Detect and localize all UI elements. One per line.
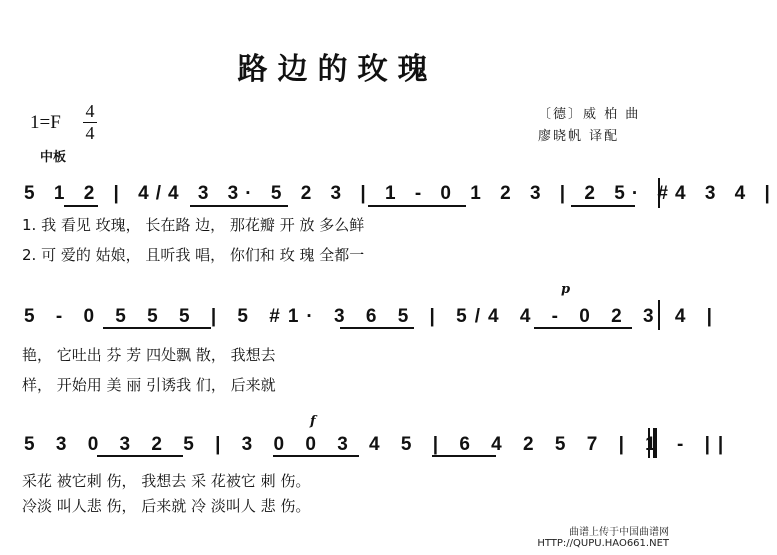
arranger-credit: 廖晓帆 译配 — [538, 129, 620, 144]
system-1-verse-1: 1. 我 看见 玫瑰， 长在路 边， 那花瓣 开 放 多么鲜 — [22, 216, 365, 234]
system-2-verse-2: 样， 开始用 美 丽 引诱我 们， 后来就 — [22, 376, 276, 394]
beam — [432, 455, 496, 457]
time-signature-top: 4 — [85, 101, 95, 121]
beam — [103, 327, 211, 329]
final-barline-thick — [653, 428, 657, 458]
beam — [190, 205, 288, 207]
watermark-line-2: HTTP://QUPU.HAO661.NET — [537, 538, 669, 549]
dynamic-marking: p — [561, 282, 571, 297]
system-2-notes: 5 - 0 5 5 5 | 5 #1· 3 6 5 | 5/4 4 - 0 2 3 4 | — [24, 306, 720, 327]
system-3-notes: 5 3 0 3 2 5 | 3 0 0 3 4 5 | 6 4 2 5 7 | 1 - || — [24, 434, 732, 455]
time-signature-bottom: 4 — [85, 123, 95, 143]
beam — [534, 327, 632, 329]
system-1-verse-2: 2. 可 爱的 姑娘， 且听我 唱， 你们和 玫 瑰 全都一 — [22, 246, 365, 264]
beam — [97, 455, 183, 457]
song-title: 路边的玫瑰 — [237, 52, 438, 87]
system-3-verse-1: 采花 被它刺 伤， 我想去 采 花被它 刺 伤。 — [22, 472, 311, 490]
composer-credit: 〔德〕威 柏 曲 — [538, 107, 641, 122]
system-1-notes: 5 1 2 | 4/4 3 3· 5 2 3 | 1 - 0 1 2 3 | 2 5· #4 3 4 | — [24, 183, 777, 204]
watermark-line-1: 曲谱上传于中国曲谱网 — [569, 527, 669, 538]
tempo-marking: 中板 — [40, 150, 67, 165]
beam — [368, 205, 466, 207]
dynamic-marking: f — [310, 414, 316, 429]
key-signature: 1=F — [30, 112, 61, 133]
final-barline-thin — [648, 428, 650, 458]
beam — [340, 327, 414, 329]
system-1-end-barline — [658, 178, 660, 208]
system-2-verse-1: 艳， 它吐出 芬 芳 四处飘 散， 我想去 — [22, 346, 276, 364]
system-2-end-barline — [658, 300, 660, 330]
beam — [273, 455, 359, 457]
system-3-verse-2: 冷淡 叫人悲 伤， 后来就 冷 淡叫人 悲 伤。 — [22, 497, 311, 515]
site-watermark — [537, 527, 669, 549]
beam — [571, 205, 635, 207]
beam — [64, 205, 98, 207]
